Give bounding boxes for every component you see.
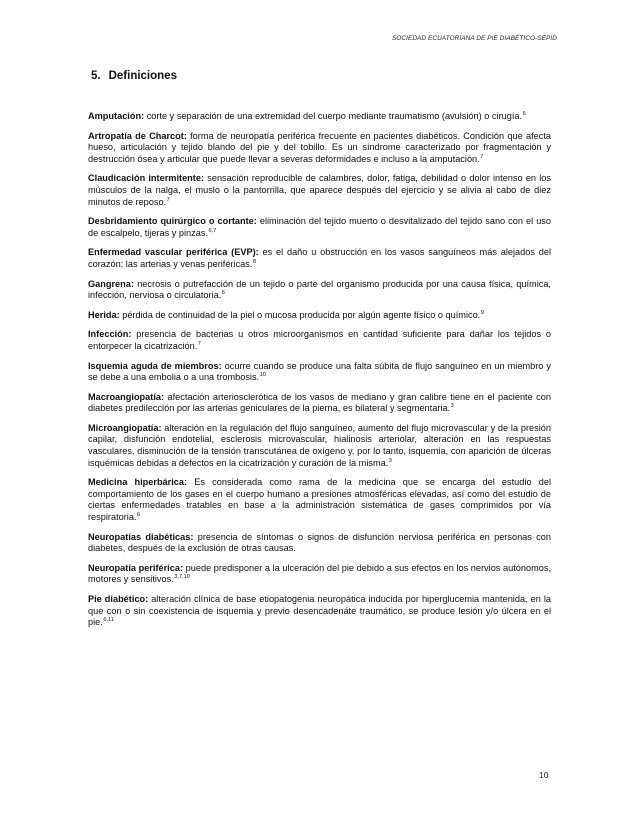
reference-marker: 9	[480, 309, 484, 316]
definition-term: Medicina hiperbárica:	[88, 477, 188, 488]
definition-text: presencia de bacterias u otros microorganismos en cantidad suficiente para dañar los tejidos o entorpecer la cicatrización.	[88, 329, 551, 351]
definition-text: presencia de síntomas o signos de disfunción nerviosa periférica en personas con diabetes, después de la exclusión de otras causas.	[88, 531, 551, 554]
definition-text: es el daño u obstrucción en los vasos sanguíneos más alejados del corazón: las arterias y venas periféricas.	[88, 247, 551, 269]
definition-text: Es considerada como rama de la medicina que se encarga del estudio del comportamiento de los gases en el cuerpo humano a presiones atmosféricas elevadas, así como del estudio de ciertas enfermedades tratables en base a la administración sistemática de gases comprimidos por vía respiratoria.	[88, 477, 551, 523]
definition-entry	[88, 111, 551, 123]
definition-text: eliminación del tejido muerto o desvitalizado del tejido sano con el uso de escalpelo, tijeras y pinzas.	[88, 216, 552, 238]
definition-text: afectación arteriosclerótica de los vasos de mediano y gran calibre tiene en el paciente con diabetes predilección por las arterias geniculares de la pierna, es bilateral y segmentaria.	[88, 391, 551, 414]
section-title: Definiciones	[108, 70, 177, 82]
definition-term: Enfermedad vascular periférica (EVP):	[88, 247, 259, 258]
page-number: 10	[539, 770, 549, 780]
reference-marker: 3	[388, 457, 392, 464]
definition-text: sensación reproducible de calambres, dolor, fatiga, debilidad o dolor intenso en los músculos de la nalga, el muslo o la pantorrilla, que aparece después del ejercicio y se alivia al cabo de diez minutos de reposo.	[88, 173, 551, 207]
definition-entry	[88, 594, 551, 629]
definition-term: Isquemia aguda de miembros:	[88, 360, 222, 371]
definition-entry	[88, 361, 551, 384]
definition-text: corte y separación de una extremidad del cuerpo mediante traumatismo (avulsión) o cirugía.	[144, 111, 523, 121]
definitions-list	[88, 111, 551, 637]
reference-marker: 6,7	[208, 227, 217, 234]
definition-term: Gangrena:	[88, 278, 134, 289]
definition-text: forma de neuropatía periférica frecuente en pacientes diabéticos. Condición que afecta hueso, articulación y tejido blando del pie y del tobillo. Es un síndrome caracterizado por fragmentación y destrucción ósea y articular que puede llevar a severas deformidades e incluso a la amputación.	[88, 130, 551, 164]
definition-term: Claudicación intermitente:	[88, 173, 205, 184]
definition-entry	[88, 532, 551, 555]
definition-entry	[88, 329, 551, 352]
definition-term: Desbridamiento quirúrgico o cortante:	[88, 216, 257, 227]
definition-entry	[88, 173, 551, 208]
definition-entry	[88, 477, 551, 523]
definition-term: Artropatía de Charcot:	[88, 130, 187, 141]
definition-text: ocurre cuando se produce una falta súbita de flujo sanguíneo en un miembro y se debe a una embolia o a una trombosis.	[88, 360, 551, 383]
definition-entry	[88, 392, 551, 415]
definition-entry	[88, 216, 551, 239]
reference-marker: 6	[221, 290, 225, 297]
definition-entry	[88, 279, 551, 302]
section-heading	[91, 70, 177, 82]
reference-marker: 7	[166, 196, 170, 203]
reference-marker: 6,11	[103, 617, 114, 624]
reference-marker: 6	[137, 512, 141, 519]
section-number: 5.	[91, 70, 101, 82]
definition-term: Macroangiopatía:	[88, 391, 165, 402]
definition-entry	[88, 310, 551, 322]
definition-term: Microangiopatía:	[88, 422, 162, 433]
reference-marker: 6	[522, 111, 526, 117]
definition-entry	[88, 247, 551, 270]
reference-marker: 7	[197, 340, 201, 347]
definition-text: alteración en la regulación del flujo sanguíneo, aumento del flujo microvascular y de la presión capilar, disfunción endotelial, esclerosis microvascular, hialinosis arteriolar, alteración en las respuestas vasculares, disminución de la tensión transcutánea de oxígeno y, por lo tanto, isquemia, con aparición de úlceras isquémicas debidas a defectos en la cicatrización y curación de la misma.	[88, 422, 551, 468]
definition-term: Neuropatías diabéticas:	[88, 531, 194, 542]
definition-text: necrosis o putrefacción de un tejido o parte del organismo producida por una causa física, química, infección, nerviosa o circulatoria.	[88, 278, 551, 301]
definition-term: Herida:	[88, 309, 120, 320]
reference-marker: 8	[252, 258, 257, 265]
definition-text: alteración clínica de base etiopatogenia neuropática inducida por hiperglucemia mantenida, en la que con o sin coexistencia de isquemia y previo desencadenáte traumático, se produce lesión y/o úlcera en el pie.	[88, 594, 551, 628]
definition-term: Neuropatía periférica:	[88, 562, 184, 573]
definition-term: Amputación:	[88, 111, 145, 121]
running-header: SOCIEDAD ECUATORIANA DE PIE DIABÉTICO-SEPID	[391, 35, 557, 42]
definition-term: Infección:	[88, 329, 132, 340]
reference-marker: 10	[259, 372, 266, 379]
definition-entry	[88, 423, 551, 469]
definition-text: puede predisponer a la ulceración del pie debido a sus efectos en los nervios autónomos, motores y sensitivos.	[88, 562, 552, 585]
reference-marker: 3,7,10	[174, 574, 190, 581]
definition-entry	[88, 563, 551, 586]
reference-marker: 7	[480, 153, 484, 160]
definition-text: pérdida de continuidad de la piel o mucosa producida por algún agente físico o químico.	[119, 309, 481, 320]
definition-entry	[88, 131, 551, 166]
definition-term: Pie diabético:	[88, 594, 149, 604]
reference-marker: 3	[450, 403, 454, 410]
